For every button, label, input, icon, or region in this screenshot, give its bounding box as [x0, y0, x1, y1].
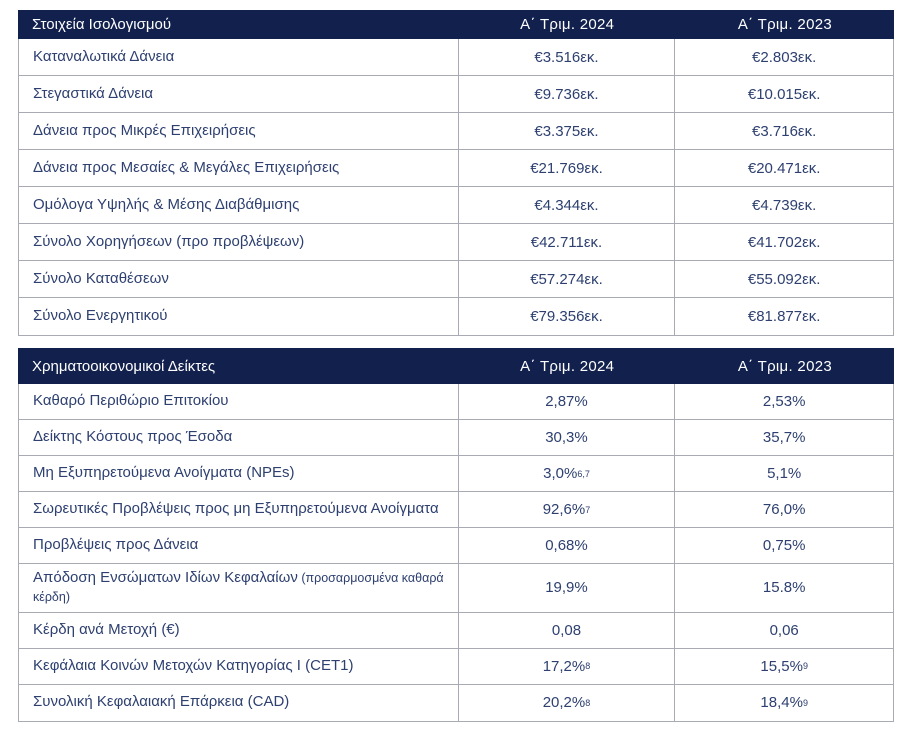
- value-text: 35,7%: [762, 429, 806, 446]
- table-row: [19, 384, 893, 420]
- balance-sheet-table: [18, 10, 894, 336]
- value-2023: [675, 420, 893, 455]
- value-2024: [459, 224, 676, 260]
- report-page: [18, 0, 894, 722]
- value-text: 0,08: [551, 621, 582, 639]
- row-label: [19, 261, 459, 297]
- value-text: €79.356εκ.: [530, 308, 603, 325]
- table-row: [19, 456, 893, 492]
- value-text: €3.716εκ.: [752, 122, 817, 140]
- balance-sheet-table-header: [18, 10, 894, 39]
- value-2023: [675, 298, 893, 335]
- row-label: [19, 76, 459, 112]
- value-text: €3.375εκ.: [534, 122, 599, 140]
- row-label-text: Καθαρό Περιθώριο Επιτοκίου: [33, 392, 229, 410]
- table-title: Χρηματοοικονομικοί Δείκτες: [32, 357, 216, 375]
- value-2024: [459, 39, 676, 75]
- value-text: 92,6%: [542, 501, 586, 518]
- value-2023: [675, 528, 893, 563]
- row-label-text: Συνολική Κεφαλαιακή Επάρκεια (CAD): [33, 693, 290, 711]
- value-text: €4.739εκ.: [752, 196, 817, 214]
- value-text: €10.015εκ.: [747, 85, 821, 103]
- value-text: €41.702εκ.: [747, 233, 821, 251]
- financial-ratios-table-header: [18, 348, 894, 384]
- row-label-text: Σωρευτικές Προβλέψεις προς μη Εξυπηρετούμενα Ανοίγματα: [33, 500, 439, 518]
- value-text: €20.471εκ.: [747, 159, 821, 177]
- value-2023: [675, 492, 893, 527]
- row-label-text: Μη Εξυπηρετούμενα Ανοίγματα (NPEs): [33, 464, 295, 482]
- table-row: [19, 528, 893, 564]
- balance-sheet-table-body: [18, 39, 894, 336]
- row-label: [19, 685, 459, 721]
- value-2023: [675, 613, 893, 648]
- value-text: €42.711εκ.: [530, 233, 603, 251]
- table-row: [19, 224, 893, 261]
- table-row: [19, 298, 893, 335]
- value-2024: [459, 384, 676, 419]
- column-header-2023: Α΄ Τριμ. 2023: [737, 16, 832, 33]
- value-2023: [675, 224, 893, 260]
- value-2024: [459, 187, 676, 223]
- value-text: €2.803εκ.: [752, 48, 817, 66]
- row-label-text: Σύνολο Χορηγήσεων (προ προβλέψεων): [33, 232, 305, 250]
- row-label: [19, 564, 459, 612]
- value-2023: [675, 187, 893, 223]
- value-text: 0,68%: [545, 537, 588, 554]
- value-2024: [459, 113, 676, 149]
- table-row: [19, 420, 893, 456]
- row-label: [19, 298, 459, 335]
- value-2024: [459, 528, 676, 563]
- value-2023: [675, 113, 893, 149]
- value-2023: 15,5% 9: [760, 657, 808, 675]
- value-text: €3.516εκ.: [534, 48, 599, 66]
- row-label-text: Προβλέψεις προς Δάνεια: [33, 536, 199, 554]
- value-text: €55.092εκ.: [747, 270, 821, 288]
- table-row: [19, 613, 893, 649]
- value-2024: [459, 76, 676, 112]
- row-label: [19, 39, 459, 75]
- value-2024: [459, 298, 676, 335]
- value-2024: 92,6% 7: [459, 492, 676, 527]
- row-label: [19, 187, 459, 223]
- value-text: 15.8%: [762, 579, 806, 597]
- value-text: 0,75%: [762, 537, 806, 554]
- value-2023: [675, 384, 893, 419]
- row-label: [19, 456, 459, 491]
- column-header-2024: Α΄ Τριμ. 2024: [520, 16, 615, 33]
- row-label: [19, 384, 459, 419]
- row-label: [19, 224, 459, 260]
- row-label: [19, 150, 459, 186]
- row-label-text: Στεγαστικά Δάνεια: [33, 84, 154, 102]
- row-label-text: Κεφάλαια Κοινών Μετοχών Κατηγορίας Ι (CET1): [33, 656, 354, 674]
- value-text: €21.769εκ.: [530, 159, 603, 177]
- row-label: [19, 113, 459, 149]
- value-2024: 20,2% 8: [459, 685, 676, 721]
- value-text: €4.344εκ.: [534, 196, 599, 214]
- value-2024: [459, 420, 676, 455]
- row-label-text: Σύνολο Ενεργητικού: [33, 307, 168, 325]
- value-2023: [675, 456, 893, 491]
- table-row: [19, 187, 893, 224]
- row-label-text: Ομόλογα Υψηλής & Μέσης Διαβάθμισης: [33, 195, 300, 213]
- table-row: [19, 261, 893, 298]
- value-2023: [675, 39, 893, 75]
- row-label-text: Δάνεια προς Μικρές Επιχειρήσεις: [33, 121, 256, 139]
- value-text: 15,5%: [760, 657, 803, 675]
- table-row: [19, 150, 893, 187]
- value-text: €9.736εκ.: [534, 85, 599, 103]
- value-text: 30,3%: [545, 429, 588, 446]
- column-header-2024: Α΄ Τριμ. 2024: [520, 357, 615, 375]
- value-2024: [459, 564, 676, 612]
- value-text: €81.877εκ.: [747, 308, 821, 325]
- row-label-text: Σύνολο Καταθέσεων: [33, 269, 169, 287]
- row-label-subtext: (προσαρμοσμένα καθαρά κέρδη): [33, 571, 444, 604]
- row-label: [19, 420, 459, 455]
- financial-ratios-table-body: [18, 384, 894, 722]
- value-2023: 18,4% 9: [760, 694, 808, 711]
- value-text: 0,06: [769, 621, 799, 639]
- financial-ratios-table: [18, 348, 894, 722]
- row-label: [19, 528, 459, 563]
- row-label-text: Κέρδη ανά Μετοχή (€): [33, 620, 180, 638]
- table-row: [19, 76, 893, 113]
- table-row: [19, 649, 893, 685]
- value-2024: [459, 150, 676, 186]
- row-label-text: Δείκτης Κόστους προς Έσοδα: [33, 428, 233, 446]
- value-2023: [675, 564, 893, 612]
- value-text: 76,0%: [762, 501, 806, 518]
- table-row: [19, 685, 893, 721]
- row-label-text: Καταναλωτικά Δάνεια: [33, 47, 175, 65]
- column-header-2023: Α΄ Τριμ. 2023: [737, 357, 832, 375]
- value-text: 2,87%: [545, 393, 588, 410]
- row-label: [19, 613, 459, 648]
- value-text: 20,2%: [542, 694, 586, 711]
- value-text: 18,4%: [760, 694, 803, 711]
- value-text: 2,53%: [762, 393, 806, 410]
- value-2024: [459, 261, 676, 297]
- row-label-text: Δάνεια προς Μεσαίες & Μεγάλες Επιχειρήσεις: [33, 158, 340, 176]
- value-text: 5,1%: [767, 465, 802, 482]
- table-row: [19, 564, 893, 613]
- value-2023: [675, 150, 893, 186]
- row-label: [19, 649, 459, 684]
- value-2024: 17,2% 8: [459, 649, 676, 684]
- value-text: €57.274εκ.: [530, 270, 603, 288]
- value-2023: [675, 261, 893, 297]
- table-row: [19, 39, 893, 76]
- row-label-text: Απόδοση Ενσώματων Ιδίων Κεφαλαίων: [33, 569, 298, 586]
- table-row: [19, 492, 893, 528]
- table-row: [19, 113, 893, 150]
- value-2023: [675, 76, 893, 112]
- value-text: 19,9%: [545, 579, 588, 597]
- row-label: [19, 492, 459, 527]
- value-text: 17,2%: [542, 657, 586, 675]
- value-2024: 3,0% 6,7: [459, 456, 676, 491]
- value-2024: [459, 613, 676, 648]
- value-text: 3,0%: [543, 465, 578, 482]
- table-title: Στοιχεία Ισολογισμού: [32, 16, 172, 33]
